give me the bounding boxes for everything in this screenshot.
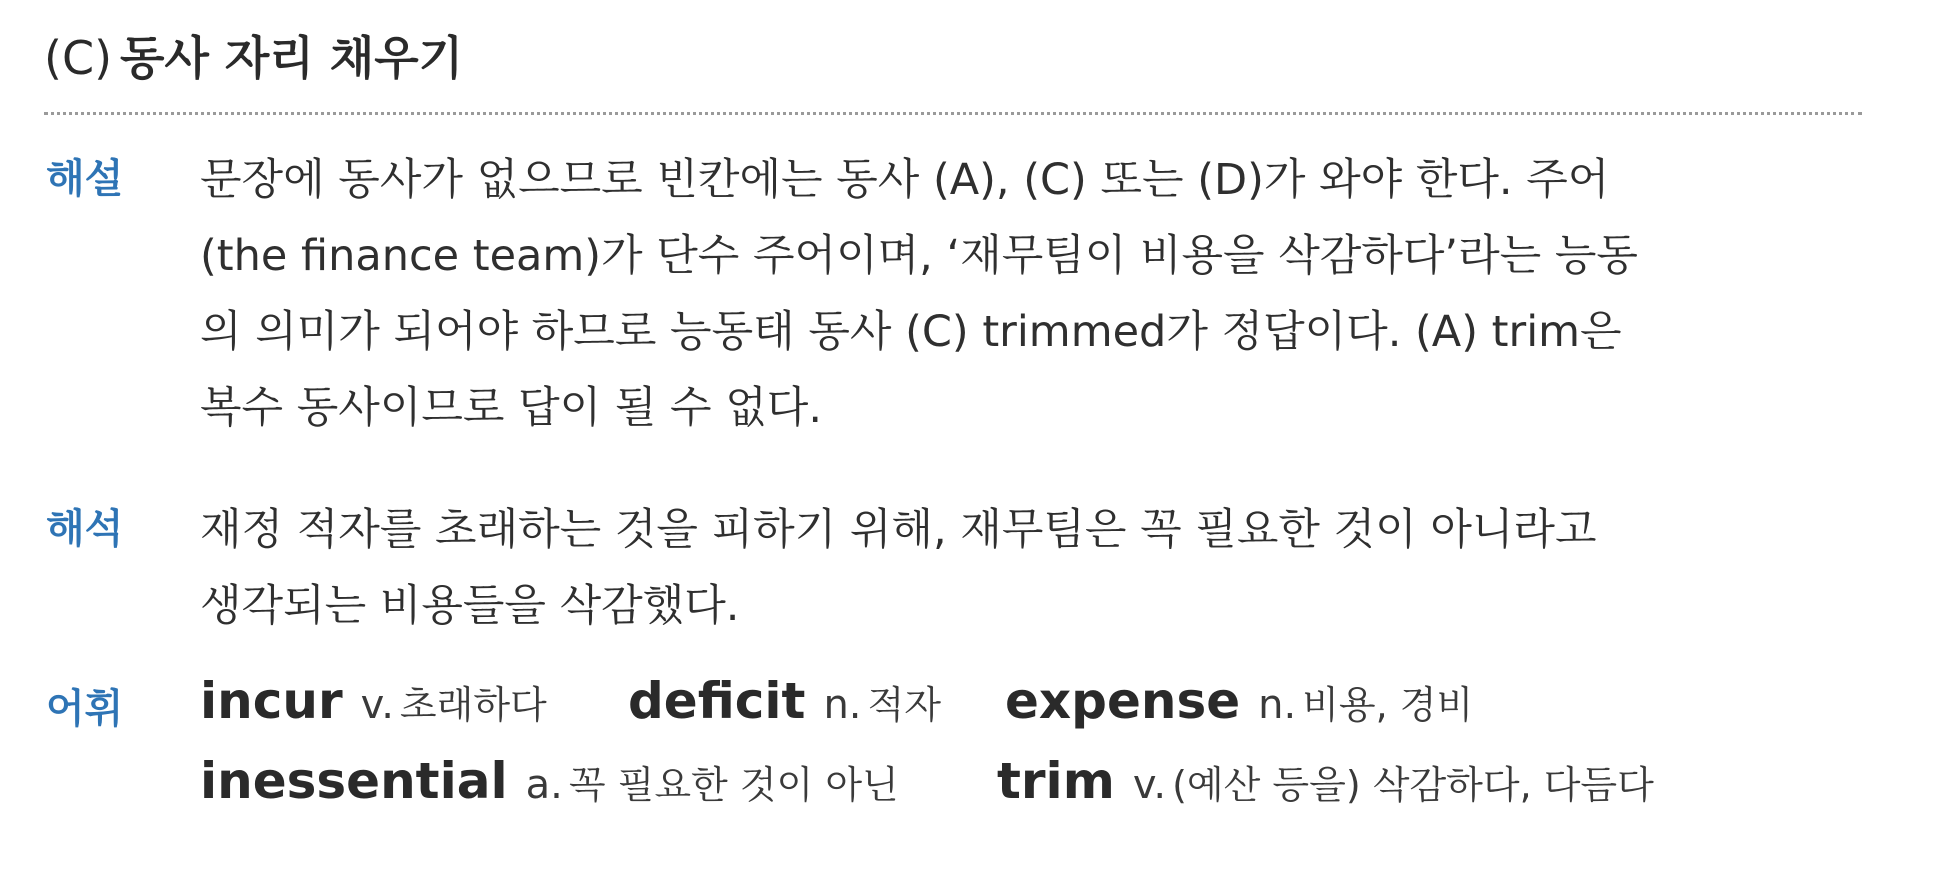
vocab-entry xyxy=(628,672,941,730)
vocab-pos: n. xyxy=(1258,682,1297,728)
explanation-label: 해설 xyxy=(46,156,124,202)
vocab-definition: 꼭 필요한 것이 아닌 xyxy=(568,763,899,807)
answer-choice-label: (C) xyxy=(44,31,113,85)
vocab-word: incur xyxy=(200,672,343,730)
vocab-definition: (예산 등을) 삭감하다, 다듬다 xyxy=(1172,763,1654,807)
explanation-line: 의 의미가 되어야 하므로 능동태 동사 (C) trimmed가 정답이다. (A) trim은 xyxy=(200,307,1622,357)
vocab-definition: 적자 xyxy=(867,683,941,727)
explanation-line: 문장에 동사가 없으므로 빈칸에는 동사 (A), (C) 또는 (D)가 와야 한다. 주어 xyxy=(200,155,1610,205)
vocab-entry xyxy=(200,672,547,730)
vocab-pos: v. xyxy=(1132,762,1167,808)
heading-title: 동사 자리 채우기 xyxy=(120,31,464,85)
translation-line: 생각되는 비용들을 삭감했다. xyxy=(200,581,740,631)
vocab-entry xyxy=(200,752,899,810)
translation-line: 재정 적자를 초래하는 것을 피하기 위해, 재무팀은 꼭 필요한 것이 아니라고 xyxy=(200,505,1597,555)
explanation-line: 복수 동사이므로 답이 될 수 없다. xyxy=(200,383,823,433)
vocab-word: inessential xyxy=(200,752,508,810)
vocab-entry xyxy=(997,752,1654,810)
translation-label: 해석 xyxy=(46,506,124,552)
vocab-pos: n. xyxy=(823,682,862,728)
explanation-line: (the finance team)가 단수 주어이며, ‘재무팀이 비용을 삭감하다’라는 능동 xyxy=(200,231,1638,281)
vocab-pos: v. xyxy=(360,682,394,728)
section-heading xyxy=(44,28,463,88)
vocab-definition: 비용, 경비 xyxy=(1302,683,1474,727)
vocab-word: deficit xyxy=(628,672,806,730)
dotted-divider xyxy=(44,112,1862,115)
vocab-pos: a. xyxy=(525,762,563,808)
vocab-definition: 초래하다 xyxy=(399,683,547,727)
vocab-entry xyxy=(1005,672,1473,730)
explanation-text xyxy=(200,142,1860,446)
vocab-word: trim xyxy=(997,752,1115,810)
vocabulary-label: 어휘 xyxy=(46,686,124,732)
vocab-word: expense xyxy=(1005,672,1241,730)
translation-text xyxy=(200,492,1860,644)
